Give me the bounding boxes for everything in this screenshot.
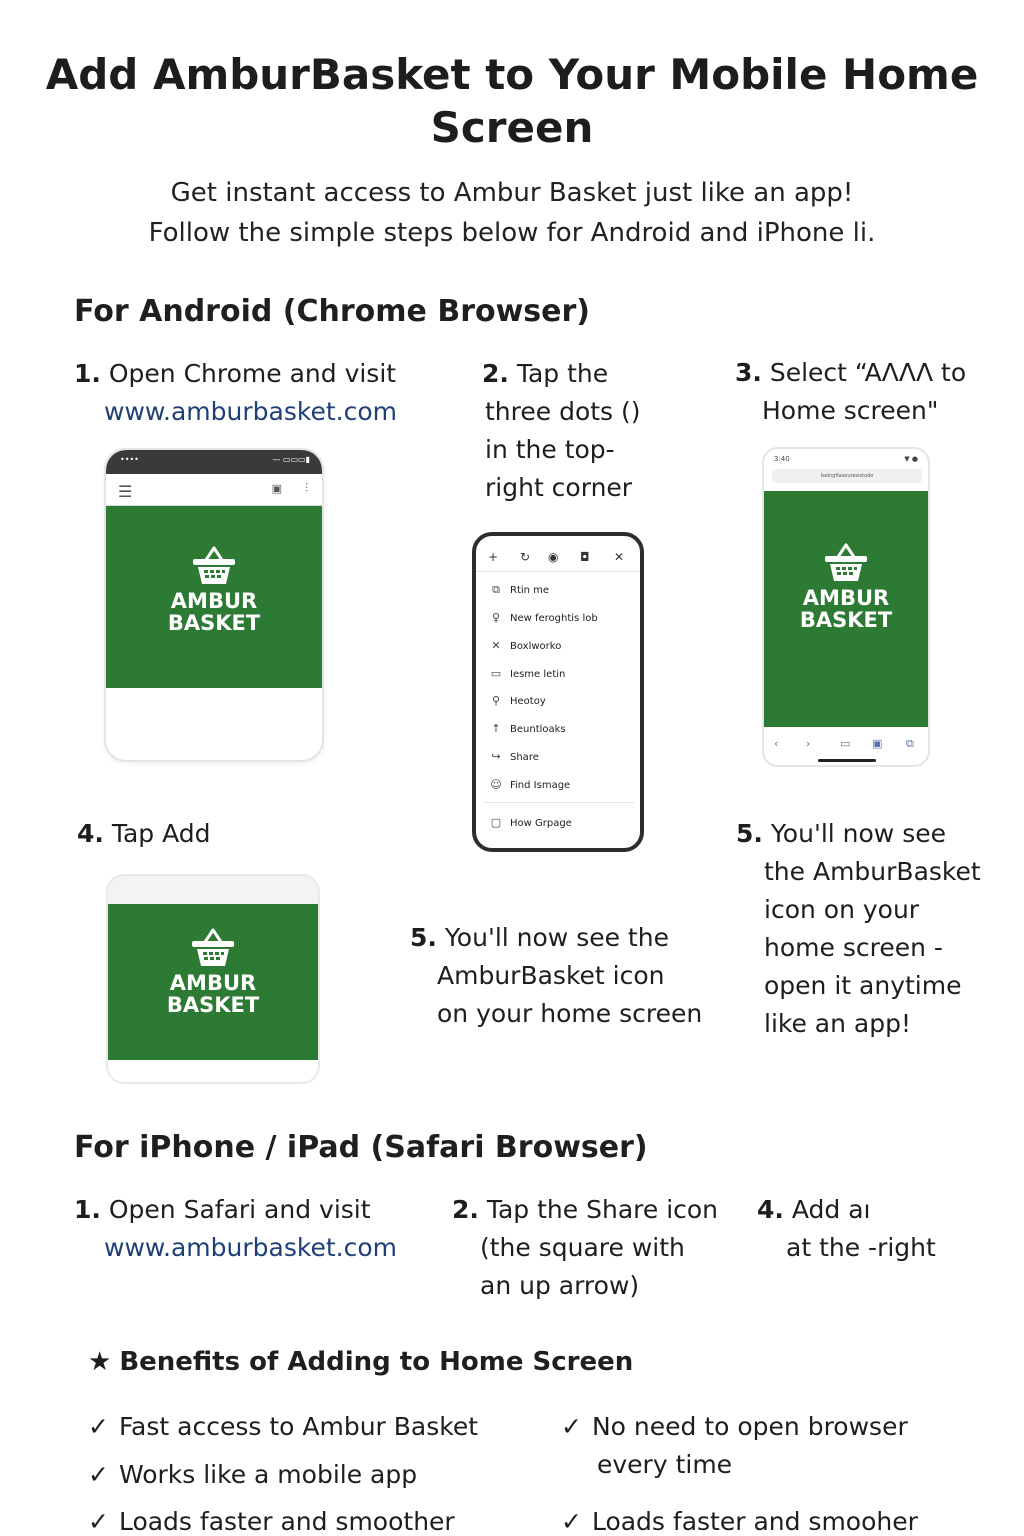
- basket-icon: [191, 542, 237, 586]
- menu-item[interactable]: ▭ Iesme letin: [488, 664, 565, 684]
- menu-item-icon: ↑: [491, 722, 501, 735]
- menu-item-icon: ✕: [491, 639, 501, 652]
- menu-item-icon: ▢: [490, 816, 502, 829]
- menu-divider: [484, 802, 634, 803]
- url-bar[interactable]: Iseingfiasouresistodo: [772, 469, 922, 483]
- home-screen-icon-tile[interactable]: [106, 874, 320, 1084]
- menu-item-icon: ↪: [491, 750, 501, 763]
- benefit-item: ✓ Fast access to Ambur Basket: [88, 1412, 479, 1441]
- android-step-3: 3. Select “AɅɅɅ to Home screen": [735, 358, 967, 425]
- menu-item-icon: ▭: [490, 667, 502, 680]
- star-icon: ★: [88, 1347, 112, 1377]
- android-step-4: 4. Tap Add: [77, 819, 211, 848]
- bookmarks-icon[interactable]: ▣: [872, 737, 883, 750]
- status-bar: •••• — ▭▭▭▮: [106, 450, 322, 474]
- tabs-icon[interactable]: ⧉: [906, 737, 914, 750]
- android-step-2: 2. Tap the three dots () in the top- right corner: [482, 359, 641, 502]
- page-title: Add AmburBasket to Your Mobile Home Screen: [45, 50, 979, 152]
- check-icon: ✓: [88, 1507, 109, 1536]
- close-icon[interactable]: ✕: [614, 550, 625, 564]
- android-heading: For Android (Chrome Browser): [74, 294, 591, 329]
- benefit-item: ✓ Loads faster and smooher: [561, 1507, 918, 1536]
- menu-item-icon: ⧉: [492, 583, 500, 596]
- basket-icon: [190, 924, 236, 968]
- amburbasket-app-icon: [108, 904, 318, 1060]
- amburbasket-splash: [764, 491, 928, 727]
- menu-top-bar: [476, 546, 640, 572]
- amburbasket-logo: AMBUR BASKET: [764, 539, 928, 631]
- subtitle: Get instant access to Ambur Basket just like an app! Follow the simple steps below for Android and iPhone li.: [148, 178, 876, 248]
- browser-toolbar: [106, 474, 322, 506]
- menu-icon[interactable]: ☰: [118, 482, 133, 501]
- check-icon: ✓: [88, 1460, 109, 1489]
- amburbasket-logo: AMBUR BASKET: [108, 924, 318, 1016]
- android-step-5-right: 5. You'll now see the AmburBasket icon on your home screen - open it anytime like an app!: [736, 819, 981, 1038]
- android-step-1-link[interactable]: www.amburbasket.com: [104, 397, 397, 426]
- check-icon: ✓: [561, 1507, 582, 1536]
- menu-item[interactable]: ☺ Find Ismage: [488, 775, 570, 795]
- ios-step-4: 4. Add aı at the -right: [757, 1195, 936, 1262]
- menu-item[interactable]: ▢ How Grpage: [488, 813, 572, 833]
- more-icon[interactable]: ⫶: [304, 481, 308, 495]
- ios-step-1-link[interactable]: www.amburbasket.com: [104, 1233, 397, 1262]
- menu-item-icon: ⚲: [491, 694, 501, 707]
- android-step-1: 1. Open Chrome and visit www.amburbasket.com: [74, 355, 397, 431]
- settings-icon[interactable]: ◉: [548, 550, 559, 564]
- menu-item[interactable]: ↑ Beuntloaks: [488, 719, 566, 739]
- benefits-heading: ★ Benefits of Adding to Home Screen: [88, 1347, 634, 1377]
- menu-item[interactable]: ↪ Share: [488, 747, 539, 767]
- download-icon[interactable]: ◘: [580, 550, 590, 564]
- benefit-item: ✓ Works like a mobile app: [88, 1460, 418, 1489]
- menu-item[interactable]: ⚲ Heotoy: [488, 691, 546, 711]
- check-icon: ✓: [561, 1412, 582, 1441]
- benefit-item: ✓ Loads faster and smoother: [88, 1507, 455, 1536]
- amburbasket-splash: [106, 506, 322, 688]
- menu-item-icon: ☺: [490, 778, 502, 791]
- ios-heading: For iPhone / iPad (Safari Browser): [74, 1130, 648, 1165]
- chrome-menu-mockup: [472, 532, 644, 852]
- ios-step-2: 2. Tap the Share icon (the square with an up arrow): [452, 1195, 719, 1300]
- home-icon[interactable]: ▭: [840, 737, 851, 750]
- menu-item[interactable]: ♀ New feroghtis lob: [488, 608, 598, 628]
- check-icon: ✓: [88, 1412, 109, 1441]
- android-step-5-center: 5. You'll now see the AmburBasket icon on your home screen: [410, 923, 703, 1028]
- home-screen-phone-mockup: 3:40 ▼ ● Iseingfiasouresistodo AMBUR BASKET ‹ › ▭ ▣ ⧉: [762, 447, 930, 767]
- forward-icon[interactable]: ›: [806, 737, 811, 750]
- menu-item-icon: ♀: [491, 611, 501, 624]
- menu-item[interactable]: ✕ Boxlworko: [488, 636, 561, 656]
- benefit-item: ✓ No need to open browser every time: [561, 1412, 908, 1479]
- reload-icon[interactable]: ↻: [520, 550, 531, 564]
- new-tab-icon[interactable]: +: [488, 550, 499, 564]
- android-phone-mockup: [104, 448, 324, 762]
- tabs-icon[interactable]: ▣: [271, 482, 282, 495]
- menu-item[interactable]: ⧉ Rtin me: [488, 580, 549, 600]
- amburbasket-logo: AMBUR BASKET: [106, 542, 322, 634]
- back-icon[interactable]: ‹: [774, 737, 779, 750]
- home-indicator: [818, 759, 876, 762]
- ios-step-1: 1. Open Safari and visit www.amburbasket.com: [74, 1191, 397, 1267]
- basket-icon: [823, 539, 869, 583]
